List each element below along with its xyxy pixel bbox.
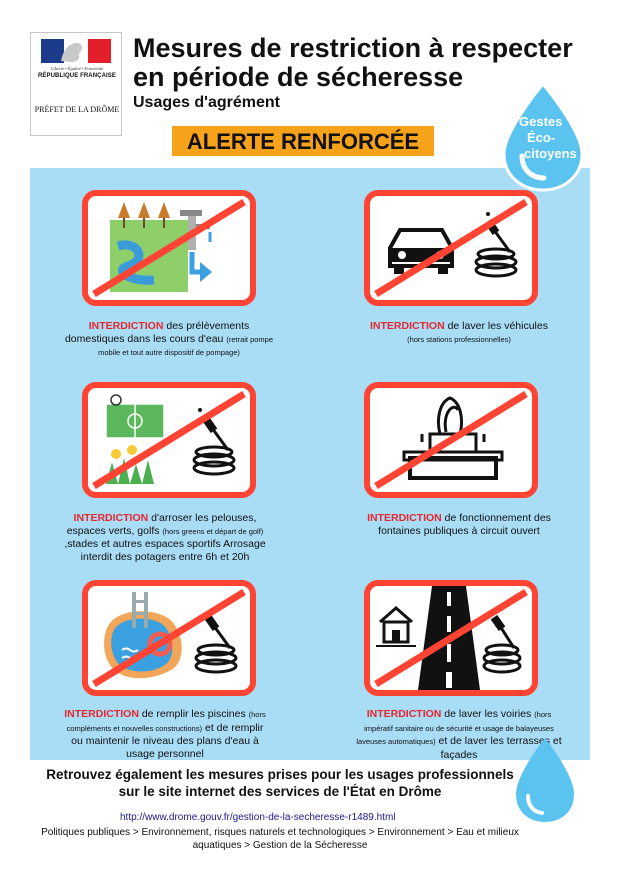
caption-text: de remplir les piscines — [138, 708, 249, 720]
caption-note: (hors greens et départ de golf) — [162, 526, 264, 536]
road-house-icon — [370, 586, 532, 690]
prohibition-tile-fountain — [364, 382, 538, 498]
caption-text: de laver les véhicules — [444, 320, 548, 332]
caption-text: de fonctionnement des fontaines publiques à circuit ouvert — [378, 512, 551, 537]
title-line-1: Mesures de restriction à respecter — [133, 33, 573, 63]
caption-text-2: ,stades et autres espaces sportifs Arrosage interdit des potagers entre 6h et 20h — [64, 538, 266, 563]
page-subtitle: Usages d'agrément — [133, 94, 280, 111]
caption-note: (retrait pompe mobile et tout autre dispositif de pompage) — [98, 334, 274, 357]
footer-url-link[interactable]: http://www.drome.gouv.fr/gestion-de-la-secheresse-r1489.html — [120, 812, 396, 823]
footer-message: Retrouvez également les mesures prises pour les usages professionnels sur le site internet des services de l'État en Drôme — [46, 767, 514, 799]
interdiction-keyword: INTERDICTION — [366, 708, 442, 720]
caption-text: de laver les voiries — [441, 708, 535, 720]
interdiction-keyword: INTERDICTION — [88, 320, 164, 332]
title-line-2: en période de sécheresse — [133, 62, 464, 92]
marianne-logo — [41, 39, 111, 63]
caption-note: (hors compléments et nouvelles constructions) — [66, 710, 266, 733]
alert-level-badge: ALERTE RENFORCÉE — [172, 126, 434, 156]
caption-pool — [60, 708, 270, 760]
republique-francaise-logo — [30, 32, 122, 136]
gestes-label-2: Éco- — [527, 130, 556, 145]
swimming-pool-icon — [88, 586, 250, 690]
interdiction-keyword: INTERDICTION — [64, 708, 139, 720]
prohibition-tile-road — [364, 580, 538, 696]
prohibition-tile-water-pump — [82, 190, 256, 306]
caption-note: (hors impératif sanitaire ou de sécurité et usage de balayeuses laveuses automatiques) — [356, 710, 554, 746]
prohibition-tile-car-wash — [364, 190, 538, 306]
caption-text: d'arroser les pelouses, espaces verts, golfs — [66, 512, 257, 537]
caption-text-2: et de laver les terrasses et façades — [435, 735, 562, 761]
interdiction-keyword: INTERDICTION — [73, 512, 149, 524]
caption-fountain — [354, 512, 564, 537]
lawn-sports-field-icon — [88, 388, 250, 492]
fountain-icon — [370, 388, 532, 492]
caption-lawn — [60, 512, 270, 563]
caption-note: (hors stations professionnelles) — [407, 334, 511, 344]
interdiction-keyword: INTERDICTION — [370, 320, 445, 332]
prefet-label: PRÉFET DE LA DRÔME — [34, 105, 120, 114]
footer-navigation-path: Politiques publiques > Environnement, risques naturels et technologiques > Environnement > Eau et milieux aquatiques > Gestion de la Sécheresse — [41, 827, 519, 851]
car-wash-hose-icon — [370, 196, 532, 300]
caption-car-wash — [354, 320, 564, 346]
republique-francaise-label: RÉPUBLIQUE FRANÇAISE — [37, 73, 116, 79]
motto-text: Liberté • Égalité • Fraternité — [50, 66, 104, 71]
water-pump-river-icon — [88, 196, 250, 300]
prohibition-tile-lawn — [82, 382, 256, 498]
prohibition-tile-pool — [82, 580, 256, 696]
caption-text: des prélèvements domestiques dans les cours d'eau — [64, 320, 250, 345]
caption-text-2: et de remplir ou maintenir le niveau des plans d'eau à usage personnel — [71, 721, 264, 760]
gestes-label-1: Gestes — [519, 114, 563, 129]
gestes-label-3: citoyens — [524, 146, 577, 161]
caption-water-pump — [64, 320, 274, 360]
interdiction-keyword: INTERDICTION — [367, 512, 442, 524]
water-drop-icon — [512, 736, 578, 824]
